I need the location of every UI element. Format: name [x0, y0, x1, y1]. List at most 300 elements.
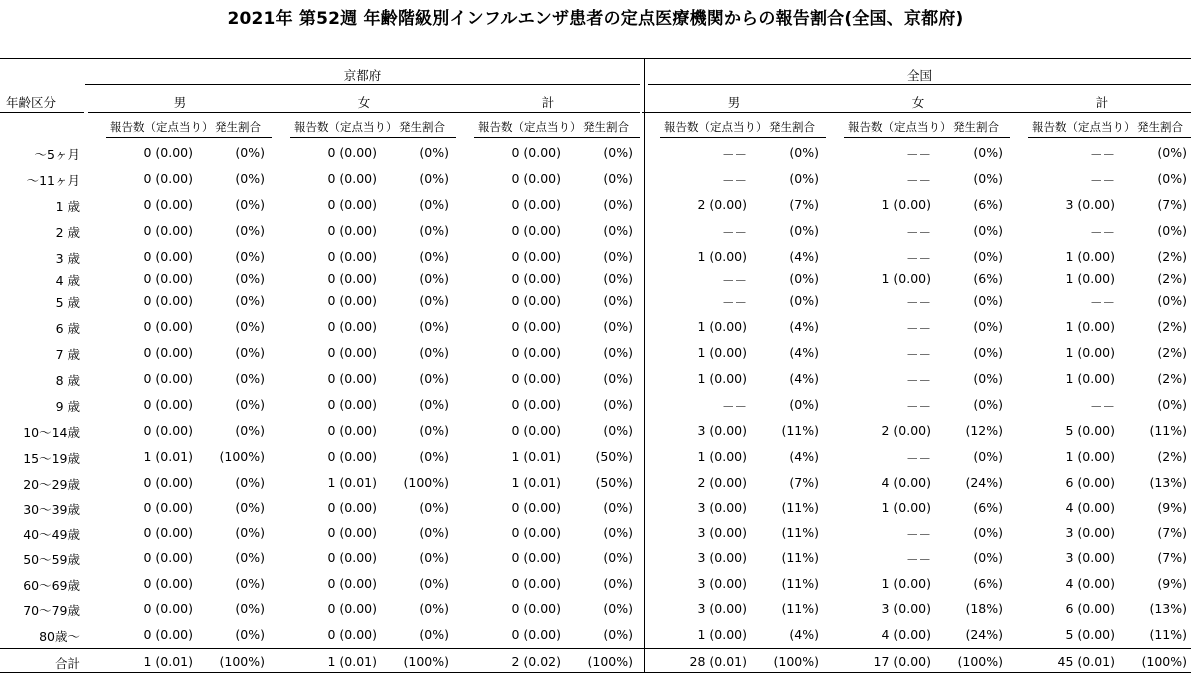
count-cell: 0 (0.00) [327, 601, 377, 616]
sex-header-national-total: 計 [1095, 95, 1109, 110]
count-cell: 0 (0.00) [143, 271, 193, 286]
ratio-cell: (0%) [235, 525, 265, 540]
ratio-cell: (0%) [603, 345, 633, 360]
count-cell: 0 (0.00) [511, 271, 561, 286]
ratio-cell: (0%) [419, 550, 449, 565]
count-cell: 3 (0.00) [697, 423, 747, 438]
total-count-cell: 45 (0.01) [1057, 654, 1115, 669]
ratio-cell: (0%) [235, 576, 265, 591]
count-cell: －－ [905, 527, 931, 542]
count-cell: 0 (0.00) [327, 249, 377, 264]
ratio-cell: (0%) [973, 525, 1003, 540]
count-cell: 0 (0.00) [511, 525, 561, 540]
count-cell: 0 (0.00) [143, 576, 193, 591]
count-cell: 0 (0.00) [143, 627, 193, 642]
count-cell: 0 (0.00) [143, 423, 193, 438]
ratio-cell: (0%) [973, 319, 1003, 334]
age-label: 3 歳 [55, 251, 80, 266]
count-cell: 0 (0.00) [511, 293, 561, 308]
ratio-cell: (0%) [419, 249, 449, 264]
ratio-cell: (24%) [965, 475, 1003, 490]
count-cell: 1 (0.00) [1065, 345, 1115, 360]
region-underline-national [648, 84, 1191, 85]
ratio-cell: (0%) [603, 223, 633, 238]
count-cell: 1 (0.00) [1065, 249, 1115, 264]
ratio-cell: (0%) [235, 371, 265, 386]
ratio-cell: (0%) [419, 345, 449, 360]
ratio-cell: (0%) [419, 500, 449, 515]
region-underline-kyoto [85, 84, 640, 85]
column-header-underline [844, 137, 1010, 138]
count-cell: 0 (0.00) [143, 397, 193, 412]
column-header-underline [660, 137, 826, 138]
count-cell: －－ [721, 399, 747, 414]
count-cell: 0 (0.00) [143, 293, 193, 308]
age-label: 30～39歳 [23, 502, 80, 517]
count-cell: 0 (0.00) [327, 223, 377, 238]
sex-underline-national-total [1010, 112, 1191, 113]
count-cell: 0 (0.00) [327, 576, 377, 591]
ratio-cell: (0%) [603, 293, 633, 308]
ratio-cell: (0%) [419, 601, 449, 616]
ratio-cell: (0%) [603, 397, 633, 412]
ratio-cell: (0%) [419, 293, 449, 308]
sex-header-kyoto-male: 男 [173, 95, 187, 110]
ratio-cell: (0%) [603, 249, 633, 264]
total-row-label: 合計 [54, 656, 80, 671]
ratio-cell: (11%) [781, 601, 819, 616]
column-header-underline [1028, 137, 1191, 138]
count-cell: 0 (0.00) [327, 423, 377, 438]
count-cell: －－ [905, 552, 931, 567]
ratio-cell: (0%) [973, 449, 1003, 464]
ratio-cell: (0%) [789, 223, 819, 238]
ratio-cell: (100%) [219, 449, 265, 464]
ratio-cell: (4%) [789, 319, 819, 334]
sex-underline-kyoto-male [88, 112, 272, 113]
ratio-cell: (7%) [1157, 197, 1187, 212]
ratio-cell: (0%) [419, 627, 449, 642]
ratio-cell: (11%) [781, 576, 819, 591]
count-cell: 2 (0.00) [697, 197, 747, 212]
ratio-cell: (0%) [973, 397, 1003, 412]
count-cell: 0 (0.00) [327, 500, 377, 515]
age-label: 8 歳 [55, 373, 80, 388]
age-label: 70～79歳 [23, 603, 80, 618]
count-cell: 0 (0.00) [511, 397, 561, 412]
count-cell: －－ [1089, 399, 1115, 414]
group-divider [644, 58, 645, 672]
count-cell: 0 (0.00) [327, 449, 377, 464]
count-cell: 0 (0.00) [511, 197, 561, 212]
age-label: 80歳～ [39, 629, 80, 644]
count-cell: 0 (0.00) [511, 550, 561, 565]
count-cell: 0 (0.00) [143, 601, 193, 616]
count-cell: 1 (0.00) [697, 371, 747, 386]
count-cell: 3 (0.00) [697, 601, 747, 616]
ratio-cell: (0%) [1157, 397, 1187, 412]
ratio-cell: (11%) [781, 550, 819, 565]
count-cell: 1 (0.01) [143, 449, 193, 464]
count-cell: 6 (0.00) [1065, 601, 1115, 616]
total-ratio-cell: (100%) [587, 654, 633, 669]
count-cell: －－ [721, 225, 747, 240]
count-cell: 1 (0.00) [881, 197, 931, 212]
age-label: 6 歳 [55, 321, 80, 336]
sex-header-national-male: 男 [727, 95, 741, 110]
ratio-cell: (0%) [973, 550, 1003, 565]
sex-header-kyoto-female: 女 [357, 95, 371, 110]
age-label: ～11ヶ月 [26, 173, 80, 188]
ratio-cell: (2%) [1157, 449, 1187, 464]
table-bottom-border [0, 672, 1191, 673]
ratio-cell: (2%) [1157, 249, 1187, 264]
age-label: 20～29歳 [23, 477, 80, 492]
ratio-cell: (11%) [781, 525, 819, 540]
count-cell: 0 (0.00) [327, 397, 377, 412]
age-label: 15～19歳 [23, 451, 80, 466]
count-cell: 1 (0.00) [697, 449, 747, 464]
ratio-cell: (0%) [603, 550, 633, 565]
count-cell: －－ [1089, 225, 1115, 240]
count-cell: 0 (0.00) [511, 627, 561, 642]
count-cell: 0 (0.00) [143, 475, 193, 490]
ratio-cell: (0%) [419, 397, 449, 412]
ratio-cell: (24%) [965, 627, 1003, 642]
ratio-cell: (0%) [235, 397, 265, 412]
ratio-cell: (11%) [781, 500, 819, 515]
count-cell: －－ [905, 347, 931, 362]
ratio-cell: (0%) [973, 293, 1003, 308]
total-ratio-cell: (100%) [957, 654, 1003, 669]
count-cell: 3 (0.00) [1065, 550, 1115, 565]
ratio-cell: (50%) [595, 449, 633, 464]
region-header-national: 全国 [906, 68, 932, 83]
count-cell: 1 (0.00) [881, 500, 931, 515]
age-label: 7 歳 [55, 347, 80, 362]
count-cell: 0 (0.00) [511, 345, 561, 360]
count-cell: 0 (0.00) [327, 271, 377, 286]
total-count-cell: 2 (0.02) [511, 654, 561, 669]
sex-underline-national-male [642, 112, 826, 113]
ratio-cell: (11%) [781, 423, 819, 438]
count-cell: －－ [721, 273, 747, 288]
ratio-cell: (11%) [1149, 423, 1187, 438]
age-header-underline [0, 112, 84, 113]
ratio-header: 発生割合 [953, 120, 999, 134]
count-cell: 0 (0.00) [143, 145, 193, 160]
age-label: 4 歳 [55, 273, 80, 288]
ratio-cell: (0%) [603, 371, 633, 386]
sex-underline-national-female [826, 112, 1010, 113]
count-cell: 0 (0.00) [143, 197, 193, 212]
count-cell: 1 (0.01) [511, 475, 561, 490]
ratio-cell: (0%) [603, 423, 633, 438]
ratio-cell: (0%) [235, 293, 265, 308]
count-cell: 1 (0.00) [697, 627, 747, 642]
ratio-cell: (0%) [1157, 145, 1187, 160]
total-count-cell: 1 (0.01) [327, 654, 377, 669]
age-label: 50～59歳 [23, 552, 80, 567]
ratio-cell: (6%) [973, 576, 1003, 591]
ratio-cell: (0%) [419, 576, 449, 591]
ratio-cell: (4%) [789, 345, 819, 360]
count-cell: －－ [905, 173, 931, 188]
count-cell: 0 (0.00) [327, 319, 377, 334]
age-label: 40～49歳 [23, 527, 80, 542]
ratio-cell: (0%) [603, 171, 633, 186]
ratio-header: 発生割合 [769, 120, 815, 134]
ratio-cell: (0%) [419, 449, 449, 464]
ratio-cell: (0%) [603, 500, 633, 515]
count-cell: 0 (0.00) [143, 500, 193, 515]
count-cell: －－ [905, 251, 931, 266]
ratio-cell: (0%) [235, 319, 265, 334]
count-cell: 4 (0.00) [881, 475, 931, 490]
age-label: 1 歳 [55, 199, 80, 214]
column-header-underline [474, 137, 640, 138]
count-cell: 0 (0.00) [511, 500, 561, 515]
count-cell: 1 (0.00) [1065, 319, 1115, 334]
ratio-cell: (0%) [419, 371, 449, 386]
ratio-cell: (0%) [1157, 171, 1187, 186]
count-cell: －－ [905, 295, 931, 310]
ratio-cell: (0%) [603, 271, 633, 286]
count-cell: 0 (0.00) [327, 627, 377, 642]
ratio-header: 発生割合 [1137, 120, 1183, 134]
ratio-cell: (0%) [419, 319, 449, 334]
ratio-cell: (0%) [973, 249, 1003, 264]
ratio-cell: (0%) [789, 397, 819, 412]
count-cell: 0 (0.00) [511, 576, 561, 591]
ratio-cell: (0%) [603, 627, 633, 642]
count-cell: 2 (0.00) [881, 423, 931, 438]
ratio-cell: (0%) [1157, 293, 1187, 308]
ratio-cell: (0%) [973, 145, 1003, 160]
count-cell: 0 (0.00) [143, 171, 193, 186]
count-cell: 0 (0.00) [511, 171, 561, 186]
count-cell: 0 (0.00) [511, 145, 561, 160]
count-cell: －－ [1089, 147, 1115, 162]
count-cell: 0 (0.00) [327, 145, 377, 160]
ratio-cell: (0%) [603, 525, 633, 540]
total-row-separator [0, 648, 1191, 649]
count-header: 報告数（定点当り） [294, 120, 398, 134]
count-cell: 0 (0.00) [327, 345, 377, 360]
count-cell: 0 (0.00) [511, 249, 561, 264]
ratio-cell: (0%) [973, 223, 1003, 238]
ratio-cell: (2%) [1157, 319, 1187, 334]
count-cell: 0 (0.00) [327, 197, 377, 212]
count-cell: －－ [905, 399, 931, 414]
ratio-cell: (0%) [235, 271, 265, 286]
count-cell: －－ [721, 295, 747, 310]
count-cell: 3 (0.00) [697, 550, 747, 565]
count-cell: 0 (0.00) [327, 525, 377, 540]
ratio-cell: (4%) [789, 249, 819, 264]
ratio-cell: (11%) [1149, 627, 1187, 642]
count-cell: －－ [721, 173, 747, 188]
total-count-cell: 1 (0.01) [143, 654, 193, 669]
total-count-cell: 17 (0.00) [873, 654, 931, 669]
count-header: 報告数（定点当り） [478, 120, 582, 134]
ratio-cell: (2%) [1157, 345, 1187, 360]
count-cell: 1 (0.01) [327, 475, 377, 490]
ratio-cell: (2%) [1157, 271, 1187, 286]
sex-header-national-female: 女 [911, 95, 925, 110]
count-cell: 3 (0.00) [1065, 197, 1115, 212]
total-ratio-cell: (100%) [1141, 654, 1187, 669]
ratio-cell: (0%) [235, 249, 265, 264]
total-ratio-cell: (100%) [773, 654, 819, 669]
age-label: 5 歳 [55, 295, 80, 310]
ratio-cell: (0%) [603, 145, 633, 160]
count-cell: 1 (0.00) [697, 319, 747, 334]
count-cell: 4 (0.00) [1065, 576, 1115, 591]
ratio-cell: (0%) [603, 601, 633, 616]
ratio-cell: (0%) [973, 371, 1003, 386]
count-cell: 5 (0.00) [1065, 627, 1115, 642]
count-cell: 0 (0.00) [511, 423, 561, 438]
count-cell: 3 (0.00) [697, 525, 747, 540]
count-cell: 0 (0.00) [327, 293, 377, 308]
count-cell: 0 (0.00) [511, 601, 561, 616]
count-cell: －－ [905, 373, 931, 388]
count-cell: 1 (0.00) [881, 576, 931, 591]
count-cell: 0 (0.00) [143, 550, 193, 565]
ratio-cell: (0%) [235, 197, 265, 212]
count-cell: 1 (0.00) [1065, 449, 1115, 464]
count-cell: 1 (0.00) [1065, 271, 1115, 286]
count-cell: 0 (0.00) [143, 371, 193, 386]
count-cell: 0 (0.00) [327, 371, 377, 386]
count-cell: 1 (0.00) [881, 271, 931, 286]
count-cell: －－ [905, 451, 931, 466]
ratio-cell: (0%) [603, 576, 633, 591]
total-ratio-cell: (100%) [403, 654, 449, 669]
ratio-cell: (0%) [235, 601, 265, 616]
ratio-cell: (9%) [1157, 576, 1187, 591]
count-header: 報告数（定点当り） [664, 120, 768, 134]
count-header: 報告数（定点当り） [1032, 120, 1136, 134]
ratio-cell: (13%) [1149, 601, 1187, 616]
count-cell: －－ [905, 321, 931, 336]
ratio-cell: (0%) [419, 171, 449, 186]
count-cell: 3 (0.00) [697, 500, 747, 515]
count-cell: 0 (0.00) [143, 525, 193, 540]
page-title: 2021年 第52週 年齢階級別インフルエンザ患者の定点医療機関からの報告割合(全国、京都府) [227, 9, 964, 29]
ratio-cell: (0%) [235, 627, 265, 642]
count-cell: 0 (0.00) [511, 319, 561, 334]
ratio-header: 発生割合 [215, 120, 261, 134]
ratio-cell: (6%) [973, 271, 1003, 286]
region-header-kyoto: 京都府 [343, 68, 382, 83]
column-header-underline [290, 137, 456, 138]
age-label: 60～69歳 [23, 578, 80, 593]
ratio-cell: (0%) [603, 319, 633, 334]
count-cell: 3 (0.00) [1065, 525, 1115, 540]
ratio-header: 発生割合 [399, 120, 445, 134]
ratio-cell: (0%) [235, 475, 265, 490]
ratio-cell: (0%) [235, 500, 265, 515]
sex-header-kyoto-total: 計 [541, 95, 555, 110]
ratio-cell: (4%) [789, 371, 819, 386]
count-cell: －－ [905, 225, 931, 240]
ratio-cell: (0%) [235, 550, 265, 565]
ratio-cell: (0%) [789, 293, 819, 308]
count-cell: －－ [905, 147, 931, 162]
count-cell: 3 (0.00) [881, 601, 931, 616]
ratio-cell: (0%) [419, 145, 449, 160]
ratio-cell: (18%) [965, 601, 1003, 616]
count-cell: 0 (0.00) [511, 371, 561, 386]
ratio-cell: (100%) [403, 475, 449, 490]
count-cell: 4 (0.00) [881, 627, 931, 642]
count-header: 報告数（定点当り） [848, 120, 952, 134]
ratio-cell: (6%) [973, 197, 1003, 212]
ratio-cell: (0%) [235, 145, 265, 160]
ratio-cell: (12%) [965, 423, 1003, 438]
ratio-cell: (0%) [973, 345, 1003, 360]
age-label: 9 歳 [55, 399, 80, 414]
sex-underline-kyoto-female [272, 112, 456, 113]
count-cell: 3 (0.00) [697, 576, 747, 591]
count-cell: 0 (0.00) [143, 319, 193, 334]
ratio-cell: (0%) [603, 197, 633, 212]
count-cell: 0 (0.00) [143, 223, 193, 238]
ratio-cell: (4%) [789, 449, 819, 464]
ratio-cell: (13%) [1149, 475, 1187, 490]
ratio-cell: (0%) [235, 171, 265, 186]
ratio-cell: (7%) [1157, 525, 1187, 540]
table-top-border [0, 58, 1191, 59]
count-cell: 2 (0.00) [697, 475, 747, 490]
ratio-cell: (0%) [789, 145, 819, 160]
ratio-cell: (2%) [1157, 371, 1187, 386]
count-header: 報告数（定点当り） [110, 120, 214, 134]
ratio-cell: (0%) [789, 271, 819, 286]
count-cell: 5 (0.00) [1065, 423, 1115, 438]
count-cell: 4 (0.00) [1065, 500, 1115, 515]
ratio-cell: (0%) [419, 223, 449, 238]
ratio-cell: (4%) [789, 627, 819, 642]
age-label: 10～14歳 [23, 425, 80, 440]
ratio-cell: (0%) [419, 525, 449, 540]
ratio-cell: (0%) [235, 345, 265, 360]
count-cell: 0 (0.00) [143, 345, 193, 360]
ratio-cell: (7%) [789, 475, 819, 490]
ratio-cell: (0%) [235, 423, 265, 438]
count-cell: 1 (0.01) [511, 449, 561, 464]
total-count-cell: 28 (0.01) [689, 654, 747, 669]
ratio-cell: (50%) [595, 475, 633, 490]
age-column-header: 年齢区分 [6, 95, 57, 110]
count-cell: 0 (0.00) [143, 249, 193, 264]
count-cell: 6 (0.00) [1065, 475, 1115, 490]
ratio-cell: (6%) [973, 500, 1003, 515]
count-cell: －－ [721, 147, 747, 162]
column-header-underline [106, 137, 272, 138]
age-label: 2 歳 [55, 225, 80, 240]
count-cell: 1 (0.00) [697, 345, 747, 360]
ratio-header: 発生割合 [583, 120, 629, 134]
ratio-cell: (9%) [1157, 500, 1187, 515]
count-cell: －－ [1089, 173, 1115, 188]
count-cell: 1 (0.00) [697, 249, 747, 264]
ratio-cell: (0%) [1157, 223, 1187, 238]
count-cell: 0 (0.00) [327, 550, 377, 565]
total-ratio-cell: (100%) [219, 654, 265, 669]
